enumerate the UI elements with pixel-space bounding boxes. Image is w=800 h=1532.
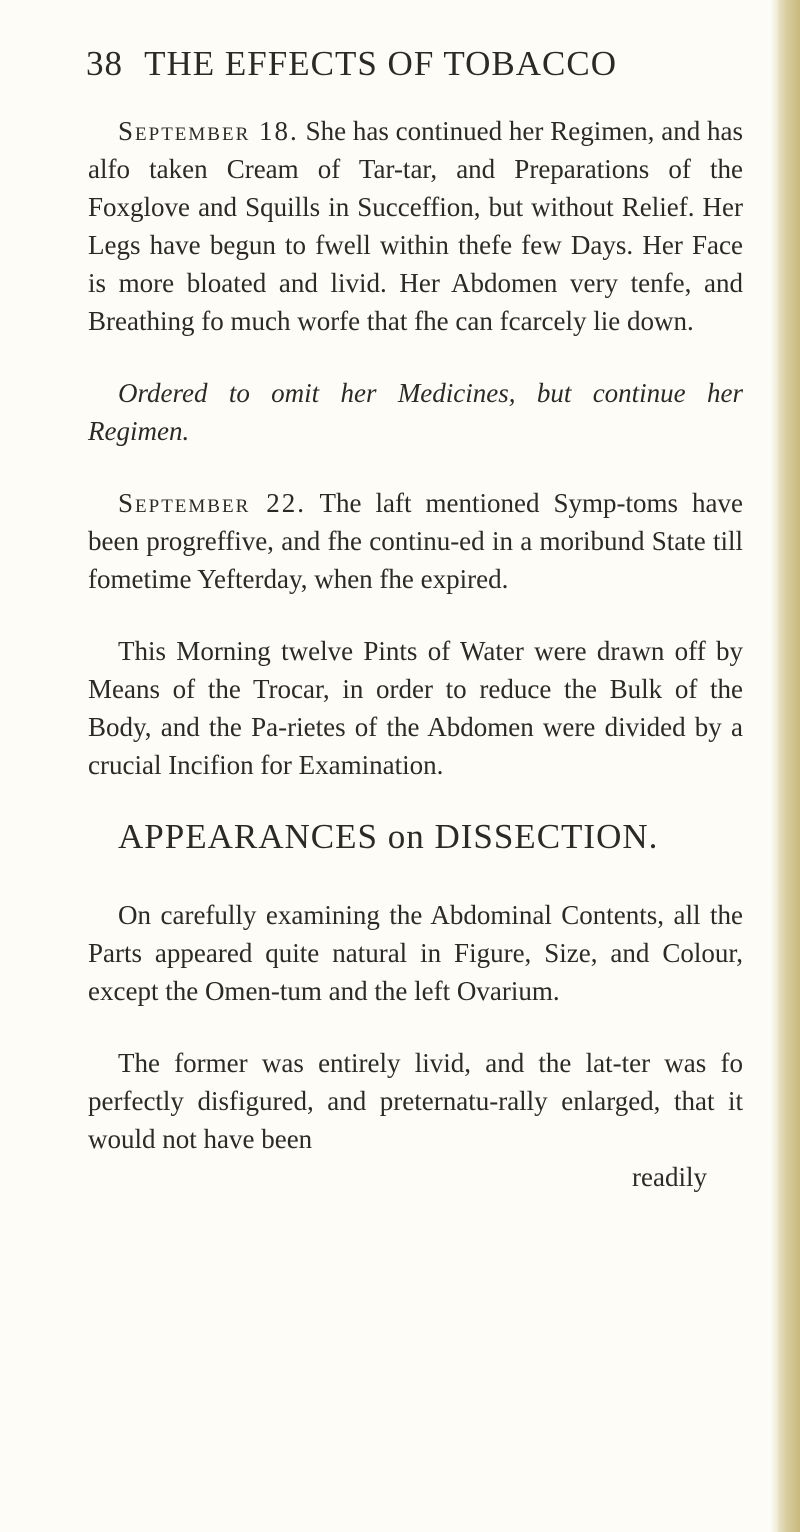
paragraph-contents: On carefully examining the Abdominal Contents, all the Parts appeared quite natural in Figure, Size, and Colour, except the Omen-tum and the left Ovarium. <box>88 900 743 1006</box>
page-edge <box>778 0 800 1532</box>
running-head <box>86 44 617 84</box>
page-body <box>88 112 743 1196</box>
running-title: THE EFFECTS OF TOBACCO <box>144 44 618 83</box>
paragraph-text: She has continued her Regimen, and has alfo taken Cream of Tar-tar, and Preparations of the Foxglove and Squills in Succeffion, but without Relief. Her Legs have begun to fwell within thefe few Days. Her Face is more bloated and livid. Her Abdomen very tenfe, and Breathing fo much worfe that fhe can fcarcely lie down. <box>88 116 743 336</box>
entry-date: September 22. <box>118 488 307 518</box>
entry-date: September 18. <box>118 116 299 146</box>
section-heading: APPEARANCES on DISSECTION. <box>118 817 659 856</box>
paragraph-trocar: This Morning twelve Pints of Water were drawn off by Means of the Trocar, in order to reduce the Bulk of the Body, and the Pa-rietes of the Abdomen were divided by a crucial Incifion for Examination. <box>88 636 743 780</box>
paragraph-sept-18 <box>88 112 743 340</box>
page-edge-shadow <box>770 0 778 1532</box>
paragraph-order: Ordered to omit her Medicines, but continue her Regimen. <box>88 378 743 446</box>
paragraph-former: The former was entirely livid, and the lat-ter was fo perfectly disfigured, and preternatu-rally enlarged, that it would not have been <box>88 1048 743 1154</box>
catchword: readily <box>632 1162 707 1192</box>
paragraph-text: The laft mentioned Symp-toms have been progreffive, and fhe continu-ed in a moribund State till fometime Yefterday, when fhe expired. <box>88 488 744 594</box>
paragraph-sept-22 <box>88 484 743 598</box>
page-number: 38 <box>86 44 123 83</box>
